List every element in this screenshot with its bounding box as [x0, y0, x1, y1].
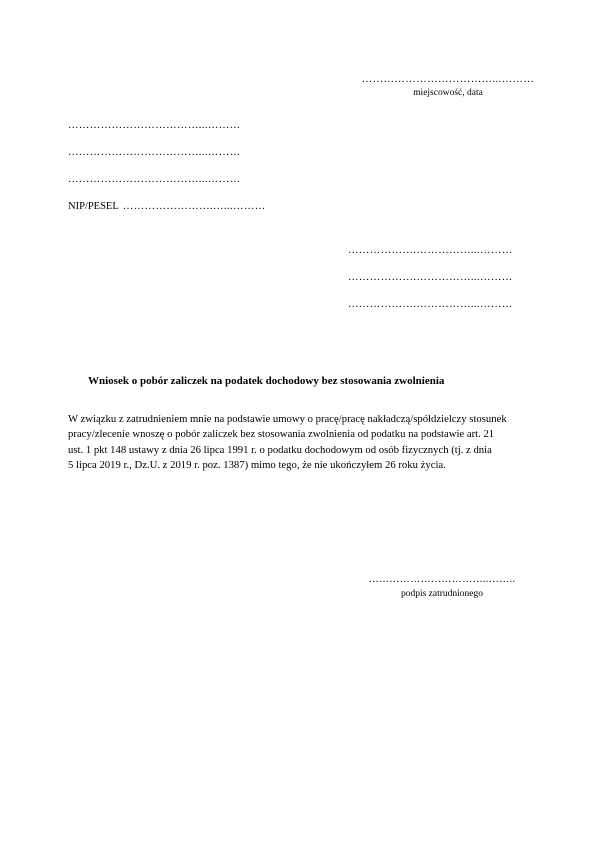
recipient-line-2: ……………….……………...……… — [348, 272, 513, 283]
place-date-dots: ………………………………...……… — [361, 74, 535, 85]
sender-line-1: ………………………………...……… — [68, 120, 241, 131]
recipient-block — [348, 243, 548, 324]
signature-block — [352, 572, 532, 599]
recipient-line-1: ……………….……………...……… — [348, 245, 513, 256]
place-date-caption: miejscowość, data — [413, 88, 483, 98]
sender-line-3: ………………………………...……… — [68, 174, 241, 185]
document-body — [68, 412, 534, 474]
place-date-block — [348, 72, 548, 98]
signature-dots: ……………………………..…….. — [368, 574, 516, 585]
document-title: Wniosek o pobór zaliczek na podatek dochodowy bez stosowania zwolnienia — [88, 375, 445, 387]
sender-block — [68, 118, 298, 226]
signature-caption: podpis zatrudnionego — [400, 589, 484, 599]
body-line-3: ust. 1 pkt 148 ustawy z dnia 26 lipca 1991 r. o podatku dochodowym od osób fizycznych (tj. z dnia — [68, 443, 492, 456]
sender-line-2: ………………………………...……… — [68, 147, 241, 158]
nip-pesel-row — [68, 199, 298, 226]
nip-pesel-label: NIP/PESEL — [68, 201, 119, 212]
body-line-2: pracy/zlecenie wnoszę o pobór zaliczek bez stosowania zwolnienia od podatku na podstawie art. 21 — [68, 428, 495, 441]
nip-pesel-dots: …………………….…...……… — [122, 201, 266, 212]
body-line-4: 5 lipca 2019 r., Dz.U. z 2019 r. poz. 1387) mimo tego, że nie ukończyłem 26 roku życia. — [68, 459, 446, 472]
body-line-1: W związku z zatrudnieniem mnie na podstawie umowy o pracę/pracę nakładczą/spółdzielczy stosunek — [68, 413, 507, 425]
recipient-line-3: ……………….……………...……… — [348, 299, 513, 310]
